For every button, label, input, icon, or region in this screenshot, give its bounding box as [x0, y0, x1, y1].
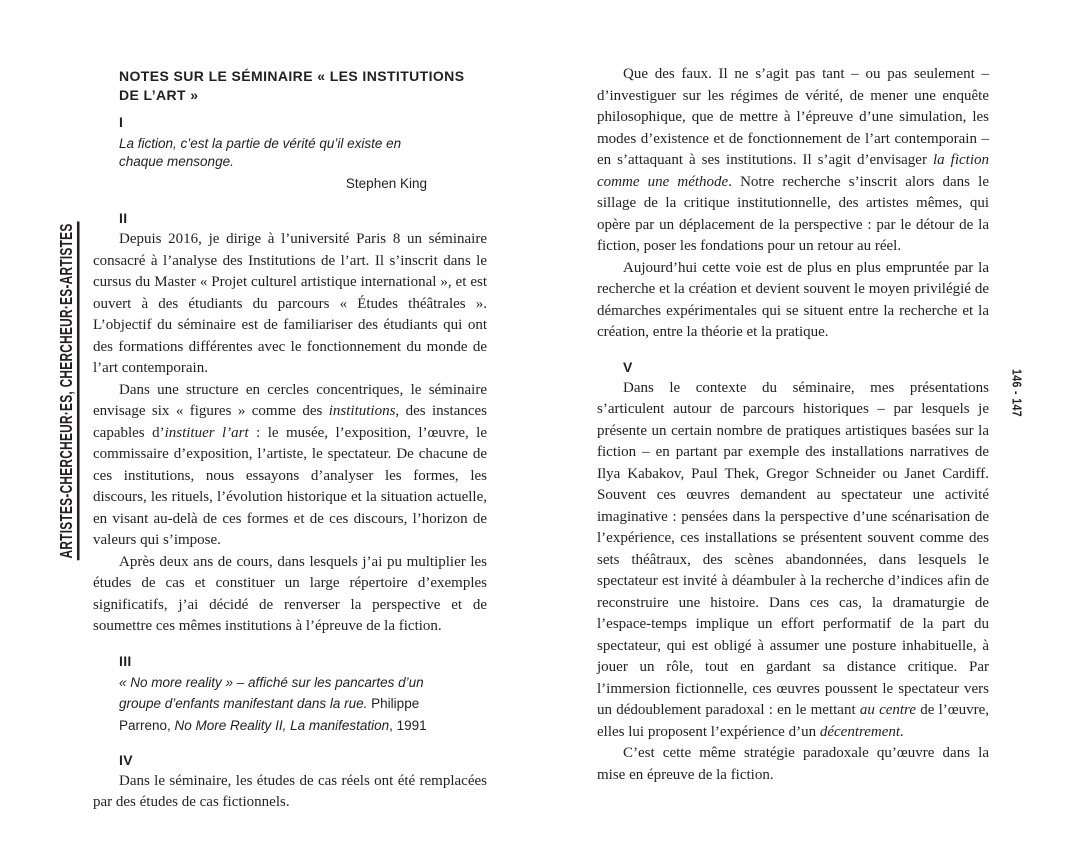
paragraph: [597, 743, 989, 786]
text-run: Dans le contexte du séminaire, mes présentations s’articulent autour de parcours historiques – par lesquels je présente un certain nombre de pratiques artistiques basées sur la fiction – en partant par exemple des installations narratives de Ilya Kabakov, Paul Thek, Gregor Schneider ou Janet Cardiff. Souvent ces œuvres demandent au spectateur une activité imaginative : pensées dans la perspective d’une scénarisation de l’expérience, ces installations se présentent souvent comme des sets théâtraux, des scènes abandonnées, dans lesquels le spectateur est invité à déambuler à la recherche d’indices afin de reconstruire une histoire. Dans ces cas, la dramaturgie de l’espace-temps implique un effort performatif de la part du spectateur, qui est obligé à assumer une posture inhabituelle, à jouer un rôle, tout en gardant sa distance critique. Par l’immersion fictionnelle, ces œuvres poussent le spectateur vers un dédoublement paradoxal : en le mettant: [597, 379, 989, 718]
italic-text-run: « No more reality » – affiché sur les pancartes d’un groupe d’enfants manifestant dans la rue.: [119, 674, 424, 712]
paragraph: [93, 229, 487, 380]
italic-text-run: décentrement.: [819, 723, 904, 740]
section-label-v: V: [623, 358, 633, 375]
page-title: [119, 67, 487, 105]
text-run: Depuis 2016, je dirige à l’université Paris 8 un séminaire consacré à l’analyse des Institutions de l’art. Il s’inscrit dans le cursus du Master « Projet culturel artistique international », et est ouvert à des étudiants du parcours « Études théâtrales ». L’objectif du séminaire est de familiariser des étudiants qui ont des formations différentes avec le fonctionnement du monde de l’art contemporain.: [93, 231, 487, 376]
text-run: Après deux ans de cours, dans lesquels j’ai pu multiplier les études de cas et constituer un large répertoire d’exemples significatifs, j’ai décidé de renverser la perspective et de soumettre ces mêmes institutions à l’épreuve de la fiction.: [93, 553, 487, 634]
page-title-line-2: DE L’ART »: [119, 87, 199, 103]
text-run: de l’œuvre, elles lui proposent l’expérience d’un: [597, 702, 990, 740]
section-label-iv: IV: [119, 751, 133, 768]
text-run: C’est cette même stratégie paradoxale qu’œuvre dans la mise en épreuve de la fiction.: [597, 745, 989, 783]
paragraph: [597, 258, 989, 344]
text-run: Dans une structure en cercles concentriques, le séminaire envisage six « figures » comme des: [93, 381, 487, 419]
text-run: Que des faux. Il ne s’agit pas tant – ou pas seulement – d’investiguer sur les régimes de vérité, de mener une enquête philosophique, que de mettre à l’épreuve d’une simulation, les modes d’existence et de fonctionnement de l’art contemporain – en s’attaquant à ses institutions. Il s’agit d’envisager: [597, 66, 989, 168]
italic-text-run: La fiction, c’est la partie de vérité qu’il existe en chaque mensonge.: [119, 136, 402, 169]
text-run: , des instances capables d’: [93, 403, 487, 441]
spine-margin-label: ARTISTES-CHERCHEUR·ES, CHERCHEUR·ES-ARTISTES: [56, 222, 79, 561]
text-run: Aujourd’hui cette voie est de plus en plus empruntée par la recherche et la création et devient souvent le moyen privilégié de démarches expérimentales qui se situent entre la recherche et la création, entre la théorie et la pratique.: [597, 259, 989, 340]
paragraph: [93, 552, 487, 638]
epigraph-attribution: Stephen King: [345, 176, 427, 191]
italic-text-run: instituer l’art: [164, 424, 249, 441]
right-page-column: [597, 64, 989, 786]
text-run: : le musée, l’exposition, l’œuvre, le commissaire d’exposition, l’artiste, le spectateur. De chacune de ces institutions, nous essayons d’analyser les formes, les discours, les rituels, l’évolution historique et la situation actuelle, en visant au-delà de ces formes et de ces discours, l’horizon de valeurs qui s’impose.: [93, 424, 487, 548]
section-label-i: I: [119, 114, 124, 130]
italic-text-run: la fiction comme une méthode: [597, 152, 989, 190]
page-title-line-1: NOTES SUR LE SÉMINAIRE « LES INSTITUTIONS: [119, 68, 465, 84]
paragraph: [93, 771, 487, 814]
italic-text-run: institutions: [328, 403, 396, 419]
italic-text-run: au centre: [859, 702, 916, 718]
paragraph: [597, 378, 989, 744]
section-label-iii: III: [119, 652, 132, 669]
page-number: 146 - 147: [1009, 368, 1023, 418]
section-iv-paragraphs: [93, 771, 487, 814]
left-page-column: [93, 64, 487, 814]
section-ii-paragraphs: [93, 229, 487, 638]
section-label-ii: II: [119, 210, 128, 226]
paragraph: [597, 64, 989, 258]
section-v-paragraphs: [597, 378, 989, 787]
text-run: Dans le séminaire, les études de cas réels ont été remplacées par des études de cas fictionnels.: [93, 772, 487, 811]
text-run: Philippe Parreno,: [119, 696, 420, 734]
paragraph: [93, 380, 487, 552]
right-page-opening-paragraphs: [597, 64, 989, 344]
artwork-caption: [119, 672, 467, 737]
text-run: . Notre recherche s’inscrit alors dans le sillage de la critique institutionnelle, des artistes mêmes, qui opère par un déplacement de la perspective : par le détour de la fiction, poser les fondations pour un retour au réel.: [597, 173, 989, 254]
epigraph: [119, 135, 427, 171]
italic-text-run: No More Reality II, La manifestation: [174, 718, 390, 734]
text-run: , 1991: [389, 718, 427, 734]
